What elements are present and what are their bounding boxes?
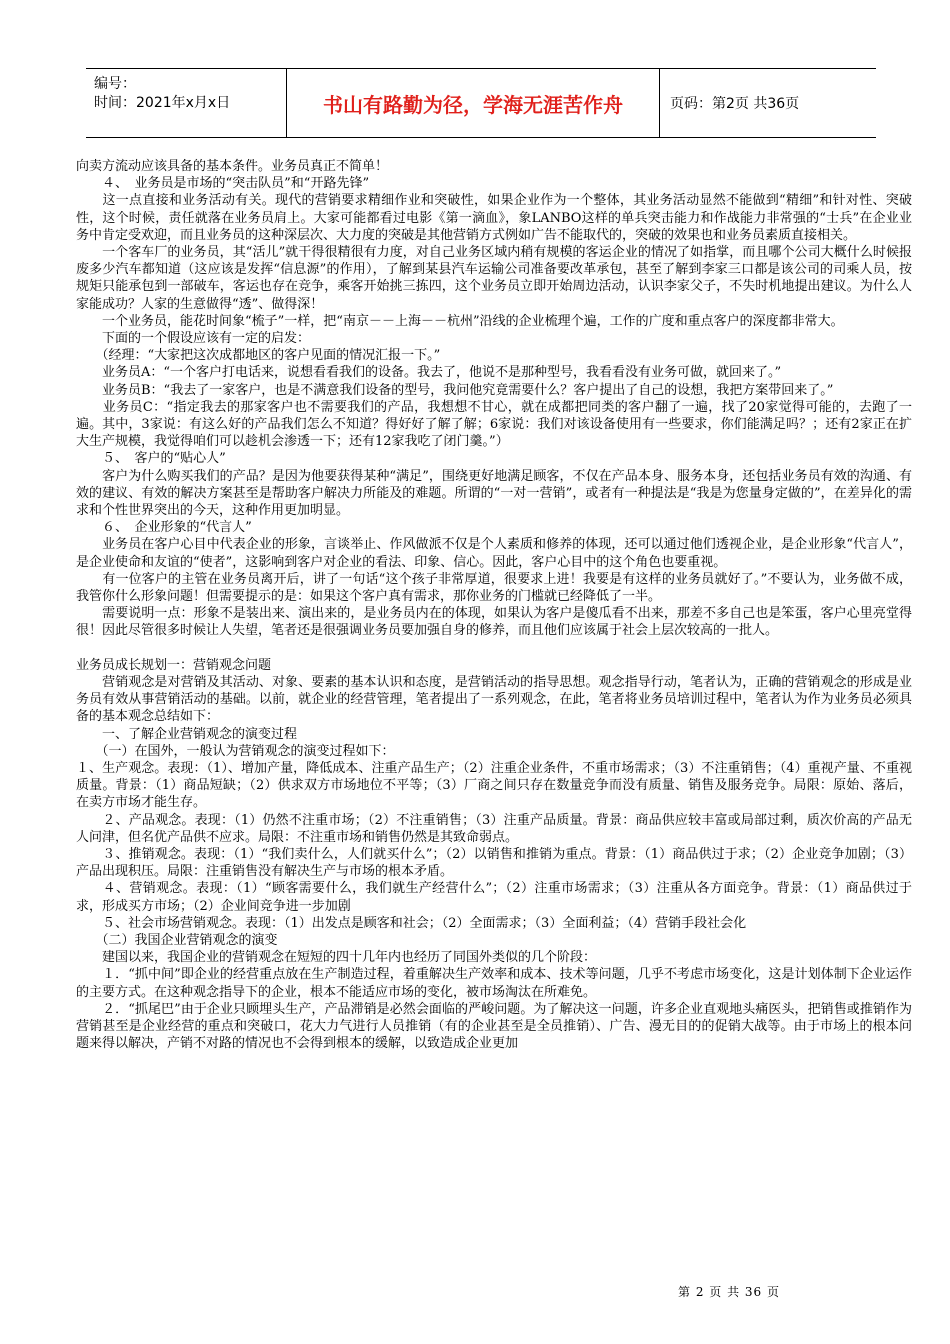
paragraph: ３、推销观念。表现：（1）“我们卖什么，人们就买什么”；（2）以销售和推销为重点。背景：（1）商品供过于求；（2）企业竞争加剧；（3）产品出现积压。局限：注重销售没有解决生产与市场的根本矛盾。 (76, 846, 912, 880)
paragraph: 下面的一个假设应该有一定的启发： (76, 331, 311, 347)
document-time-label: 时间：2021年x月x日 (94, 95, 231, 111)
paragraph: ４、 业务员是市场的“突击队员”和“开路先锋” (76, 176, 370, 192)
paragraph: 营销观念是对营销及其活动、对象、要素的基本认识和态度，是营销活动的指导思想。观念指导行动，笔者认为，正确的营销观念的形成是业务员有效从事营销活动的基础。以前，就企业的经营管理，笔者提出了一系列观念，在此，笔者将业务员培训过程中，笔者认为作为业务员必须具备的基本观念总结如下： (76, 674, 912, 725)
paragraph: ５、 客户的“贴心人” (76, 451, 226, 467)
paragraph: 业务员成长规划一：营销观念问题 (76, 657, 272, 673)
paragraph: 一个业务员，能花时间象“梳子”一样，把“南京－－上海－－杭州”沿线的企业梳理个遍，工作的广度和重点客户的深度都非常大。 (76, 313, 844, 329)
paragraph: 建国以来，我国企业的营销观念在短短的四十几年内也经历了同国外类似的几个阶段： (76, 950, 597, 966)
paragraph-gap (76, 640, 912, 657)
paragraph: 业务员在客户心目中代表企业的形象，言谈举止、作风做派不仅是个人素质和修养的体现，还可以通过他们透视企业，是企业形象“代言人”，是企业使命和友谊的“使者”，这影响到客户对企业的看法、印象、信心。因此，客户心目中的这个角色也要重视。 (76, 537, 912, 570)
paragraph: 向卖方流动应该具备的基本条件。业务员真正不简单！ (76, 159, 389, 174)
paragraph: 业务员B：“我去了一家客户，也是不满意我们设备的型号，我问他究竟需要什么？客户提出了自己的设想，我把方案带回来了。” (76, 382, 834, 398)
paragraph: （二）我国企业营销观念的演变 (76, 932, 278, 948)
header-page-info: 页码：第2页 共36页 (670, 96, 800, 112)
paragraph: 业务员A：“一个客户打电话来，说想看看我们的设备。我去了，他说不是那种型号，我看看没有业务可做，就回来了。” (76, 365, 782, 381)
paragraph: ４、营销观念。表现：（1）“顾客需要什么，我们就生产经营什么”；（2）注重市场需求；（3）注重从各方面竞争。背景：（1）商品供过于求，形成买方市场；（2）企业间竞争进一步加剧 (76, 881, 912, 914)
paragraph: 业务员C：“指定我去的那家客户也不需要我们的产品，我想想不甘心，就在成都把同类的客户翻了一遍，找了20家觉得可能的，去跑了一遍。其中，3家说：有这么好的产品我们怎么不知道？得好好了解了解；6家说：我们对该设备使用有一些要求，你们能满足吗？；还有2家正在扩大生产规模，我觉得咱们可以趁机会渗透一下；还有12家我吃了闭门羹。”） (76, 399, 912, 450)
paragraph: ５、社会市场营销观念。表现：（1）出发点是顾客和社会；（2）全面需求；（3）全面利益；（4）营销手段社会化 (76, 915, 747, 931)
paragraph: 一个客车厂的业务员，其“活儿”就干得很精很有力度，对自己业务区域内稍有规模的客运企业的情况了如指掌，而且哪个公司大概什么时候报废多少汽车都知道（这应该是发挥“信息源”的作用），了解到某县汽车运输公司准备要改革承包，甚至了解到李家三口都是该公司的司乘人员，按规矩只能承包到一部破车，客运也存在竞争，乘客开始挑三拣四，这个业务员立即开始周边活动，认识李家父子，不失时机地提出建议。为什么人家能成功？人家的生意做得“透”、做得深！ (76, 245, 912, 312)
page-footer: 第 2 页 共 36 页 (678, 1285, 780, 1299)
paragraph: （一）在国外，一般认为营销观念的演变过程如下： (76, 743, 395, 759)
page-header (86, 68, 876, 138)
paragraph: （经理：“大家把这次成都地区的客户见面的情况汇报一下。” (76, 348, 441, 364)
paragraph: 客户为什么购买我们的产品？是因为他要获得某种“满足”，围绕更好地满足顾客，不仅在产品本身、服务本身，还包括业务员有效的沟通、有效的建议、有效的解决方案甚至是帮助客户解决力所能及的难题。所谓的“一对一营销”，或者有一种提法是“我是为您量身定做的”，在差异化的需求和个性世界突出的今天，这种作用更加明显。 (76, 468, 912, 519)
header-motto: 书山有路勤为径，学海无涯苦作舟 (286, 69, 660, 137)
paragraph: １．“抓中间”即企业的经营重点放在生产制造过程，着重解决生产效率和成本、技术等问题，几乎不考虑市场变化，这是计划体制下企业运作的主要方式。在这种观念指导下的企业，根本不能适应市场的变化，被市场淘汰在所难免。 (76, 967, 912, 1000)
header-left (94, 75, 230, 113)
paragraph: ２、产品观念。表现：（1）仍然不注重市场；（2）不注重销售；（3）注重产品质量。背景：商品供应较丰富或局部过剩，质次价高的产品无人问津，但名优产品供不应求。局限：不注重市场和销售仍然是其致命弱点。 (76, 812, 912, 845)
paragraph: 这一点直接和业务活动有关。现代的营销要求精细作业和突破性，如果企业作为一个整体，其业务活动显然不能做到“精细”和针对性、突破性，这个时候，责任就落在业务员肩上。大家可能都看过电影《第一滴血》，象LANBO这样的单兵突击能力和作战能力非常强的“士兵”在企业业务中肯定受欢迎，而且业务员的这种深层次、大力度的突破是其他营销方式例如广告不能取代的，突破的效果也和业务员素质直接相关。 (76, 193, 912, 243)
paragraph: 一、了解企业营销观念的演变过程 (76, 726, 298, 742)
paragraph: 有一位客户的主管在业务员离开后，讲了一句话“这个孩子非常厚道，很要求上进！我要是有这样的业务员就好了。”不要认为，业务做不成，我管你什么形象问题！但需要提示的是：如果这个客户真有需求，那你业务的门槛就已经降低了一半。 (76, 571, 912, 605)
paragraph: ２．“抓尾巴”由于企业只顾埋头生产，产品滞销是必然会面临的严峻问题。为了解决这一问题，许多企业直观地头痛医头，把销售或推销作为营销甚至是企业经营的重点和突破口，花大力气进行人员推销（有的企业甚至是全员推销）、广告、漫无目的的促销大战等。由于市场上的根本问题来得以解决，产销不对路的情况也不会得到根本的缓解，以致造成企业更加 (76, 1001, 912, 1052)
document-body (76, 158, 912, 1052)
paragraph: ６、 企业形象的“代言人” (76, 520, 252, 536)
paragraph: １、生产观念。表现：（1）、增加产量，降低成本、注重产品生产；（2）注重企业条件，不重市场需求；（3）不注重销售；（4）重视产量、不重视质量。背景：（1）商品短缺；（2）供求双方市场地位不平等；（3）厂商之间只存在数量竞争而没有质量、销售及服务竞争。局限：原始、落后，在卖方市场才能生存。 (76, 760, 912, 811)
document-number-label: 编号： (94, 76, 136, 92)
paragraph: 需要说明一点：形象不是装出来、演出来的，是业务员内在的体现，如果认为客户是傻瓜看不出来，那差不多自己也是笨蛋，客户心里亮堂得很！因此尽管很多时候让人失望，笔者还是很强调业务员要加强自身的修养，而且他们应该属于社会上层次较高的一批人。 (76, 606, 912, 639)
